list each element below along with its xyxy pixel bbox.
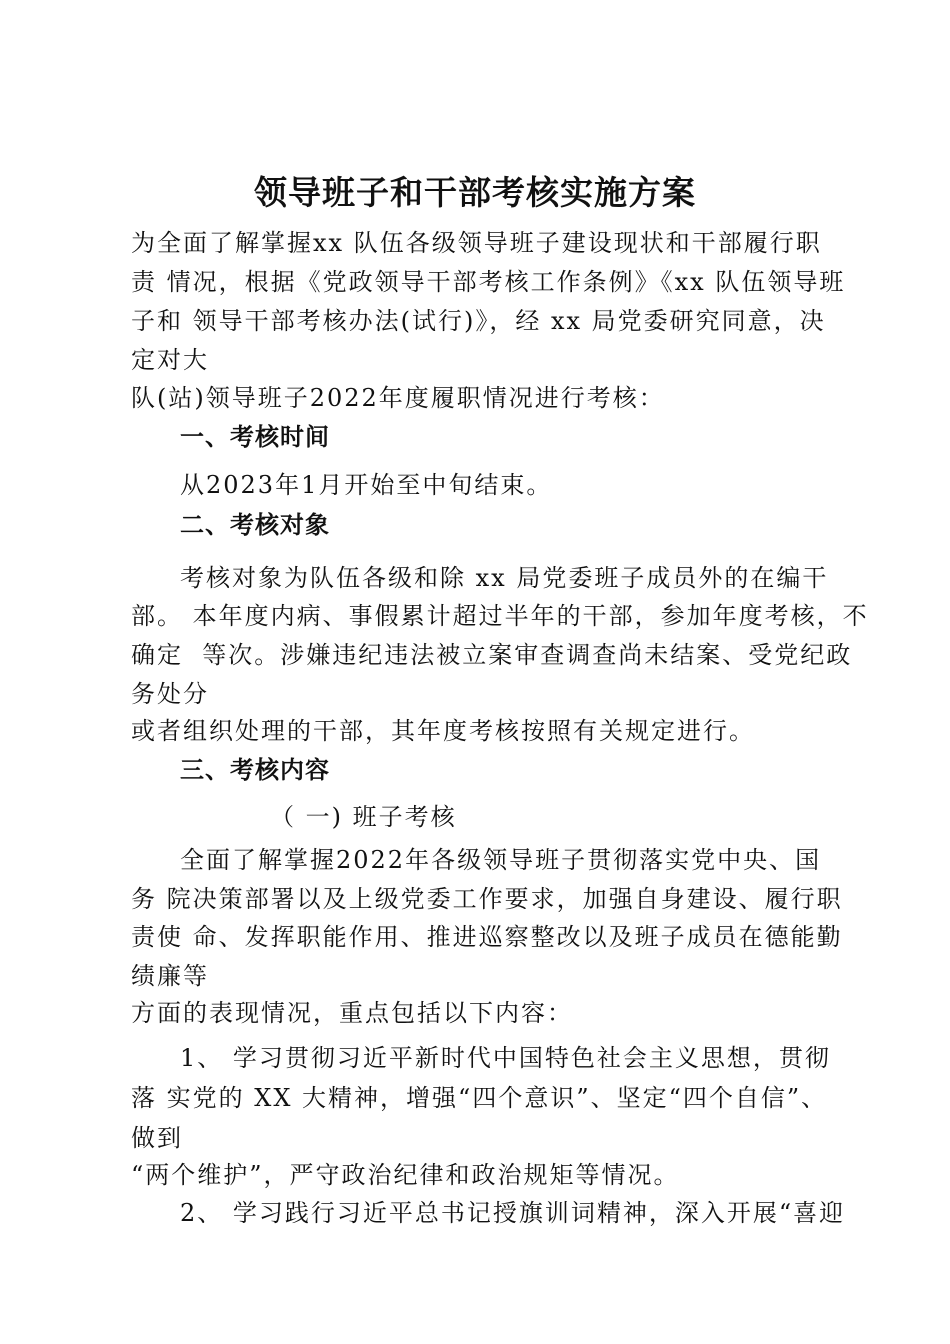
paragraph-line: 队(站)领导班子2022年度履职情况进行考核： bbox=[131, 384, 665, 412]
paragraph-line: 子和 领导干部考核办法(试行)》，经 xx 局党委研究同意，决 bbox=[131, 307, 826, 335]
paragraph-line: 全面了解掌握2022年各级领导班子贯彻落实党中央、国 bbox=[180, 846, 822, 874]
paragraph-line: 务 院决策部署以及上级党委工作要求，加强自身建设、履行职 bbox=[131, 885, 843, 913]
list-item-line: 1、 学习贯彻习近平新时代中国特色社会主义思想，贯彻 bbox=[180, 1044, 831, 1072]
paragraph-line: 从2023年1月开始至中旬结束。 bbox=[180, 471, 553, 499]
paragraph-line: 方面的表现情况，重点包括以下内容： bbox=[131, 999, 573, 1027]
paragraph-line: 或者组织处理的干部，其年度考核按照有关规定进行。 bbox=[131, 717, 755, 745]
paragraph-line: 为全面了解掌握xx 队伍各级领导班子建设现状和干部履行职 bbox=[131, 229, 822, 257]
subsection-heading: （ 一) 班子考核 bbox=[270, 803, 457, 831]
list-item-line: 2、 学习践行习近平总书记授旗训词精神，深入开展“喜迎 bbox=[180, 1199, 846, 1227]
paragraph-line: 务处分 bbox=[131, 680, 209, 708]
paragraph-line: 责使 命、发挥职能作用、推进巡察整改以及班子成员在德能勤 bbox=[131, 923, 843, 951]
paragraph-line: 定对大 bbox=[131, 346, 209, 374]
section-heading: 二、考核对象 bbox=[180, 511, 330, 539]
list-item-line: 做到 bbox=[131, 1124, 183, 1152]
section-heading: 三、考核内容 bbox=[180, 756, 330, 784]
section-heading: 一、考核时间 bbox=[180, 423, 330, 451]
document-title: 领导班子和干部考核实施方案 bbox=[254, 173, 696, 212]
paragraph-line: 责 情况，根据《党政领导干部考核工作条例》《xx 队伍领导班 bbox=[131, 268, 846, 296]
list-item-line: 落 实党的 XX 大精神，增强“四个意识”、坚定“四个自信”、 bbox=[131, 1084, 828, 1112]
list-item-line: “两个维护”，严守政治纪律和政治规矩等情况。 bbox=[131, 1161, 680, 1189]
paragraph-line: 绩廉等 bbox=[131, 962, 209, 990]
paragraph-line: 确定 等次。涉嫌违纪违法被立案审查调查尚未结案、受党纪政 bbox=[131, 641, 853, 669]
paragraph-line: 部。 本年度内病、事假累计超过半年的干部，参加年度考核，不 bbox=[131, 602, 869, 630]
paragraph-line: 考核对象为队伍各级和除 xx 局党委班子成员外的在编干 bbox=[180, 564, 829, 592]
